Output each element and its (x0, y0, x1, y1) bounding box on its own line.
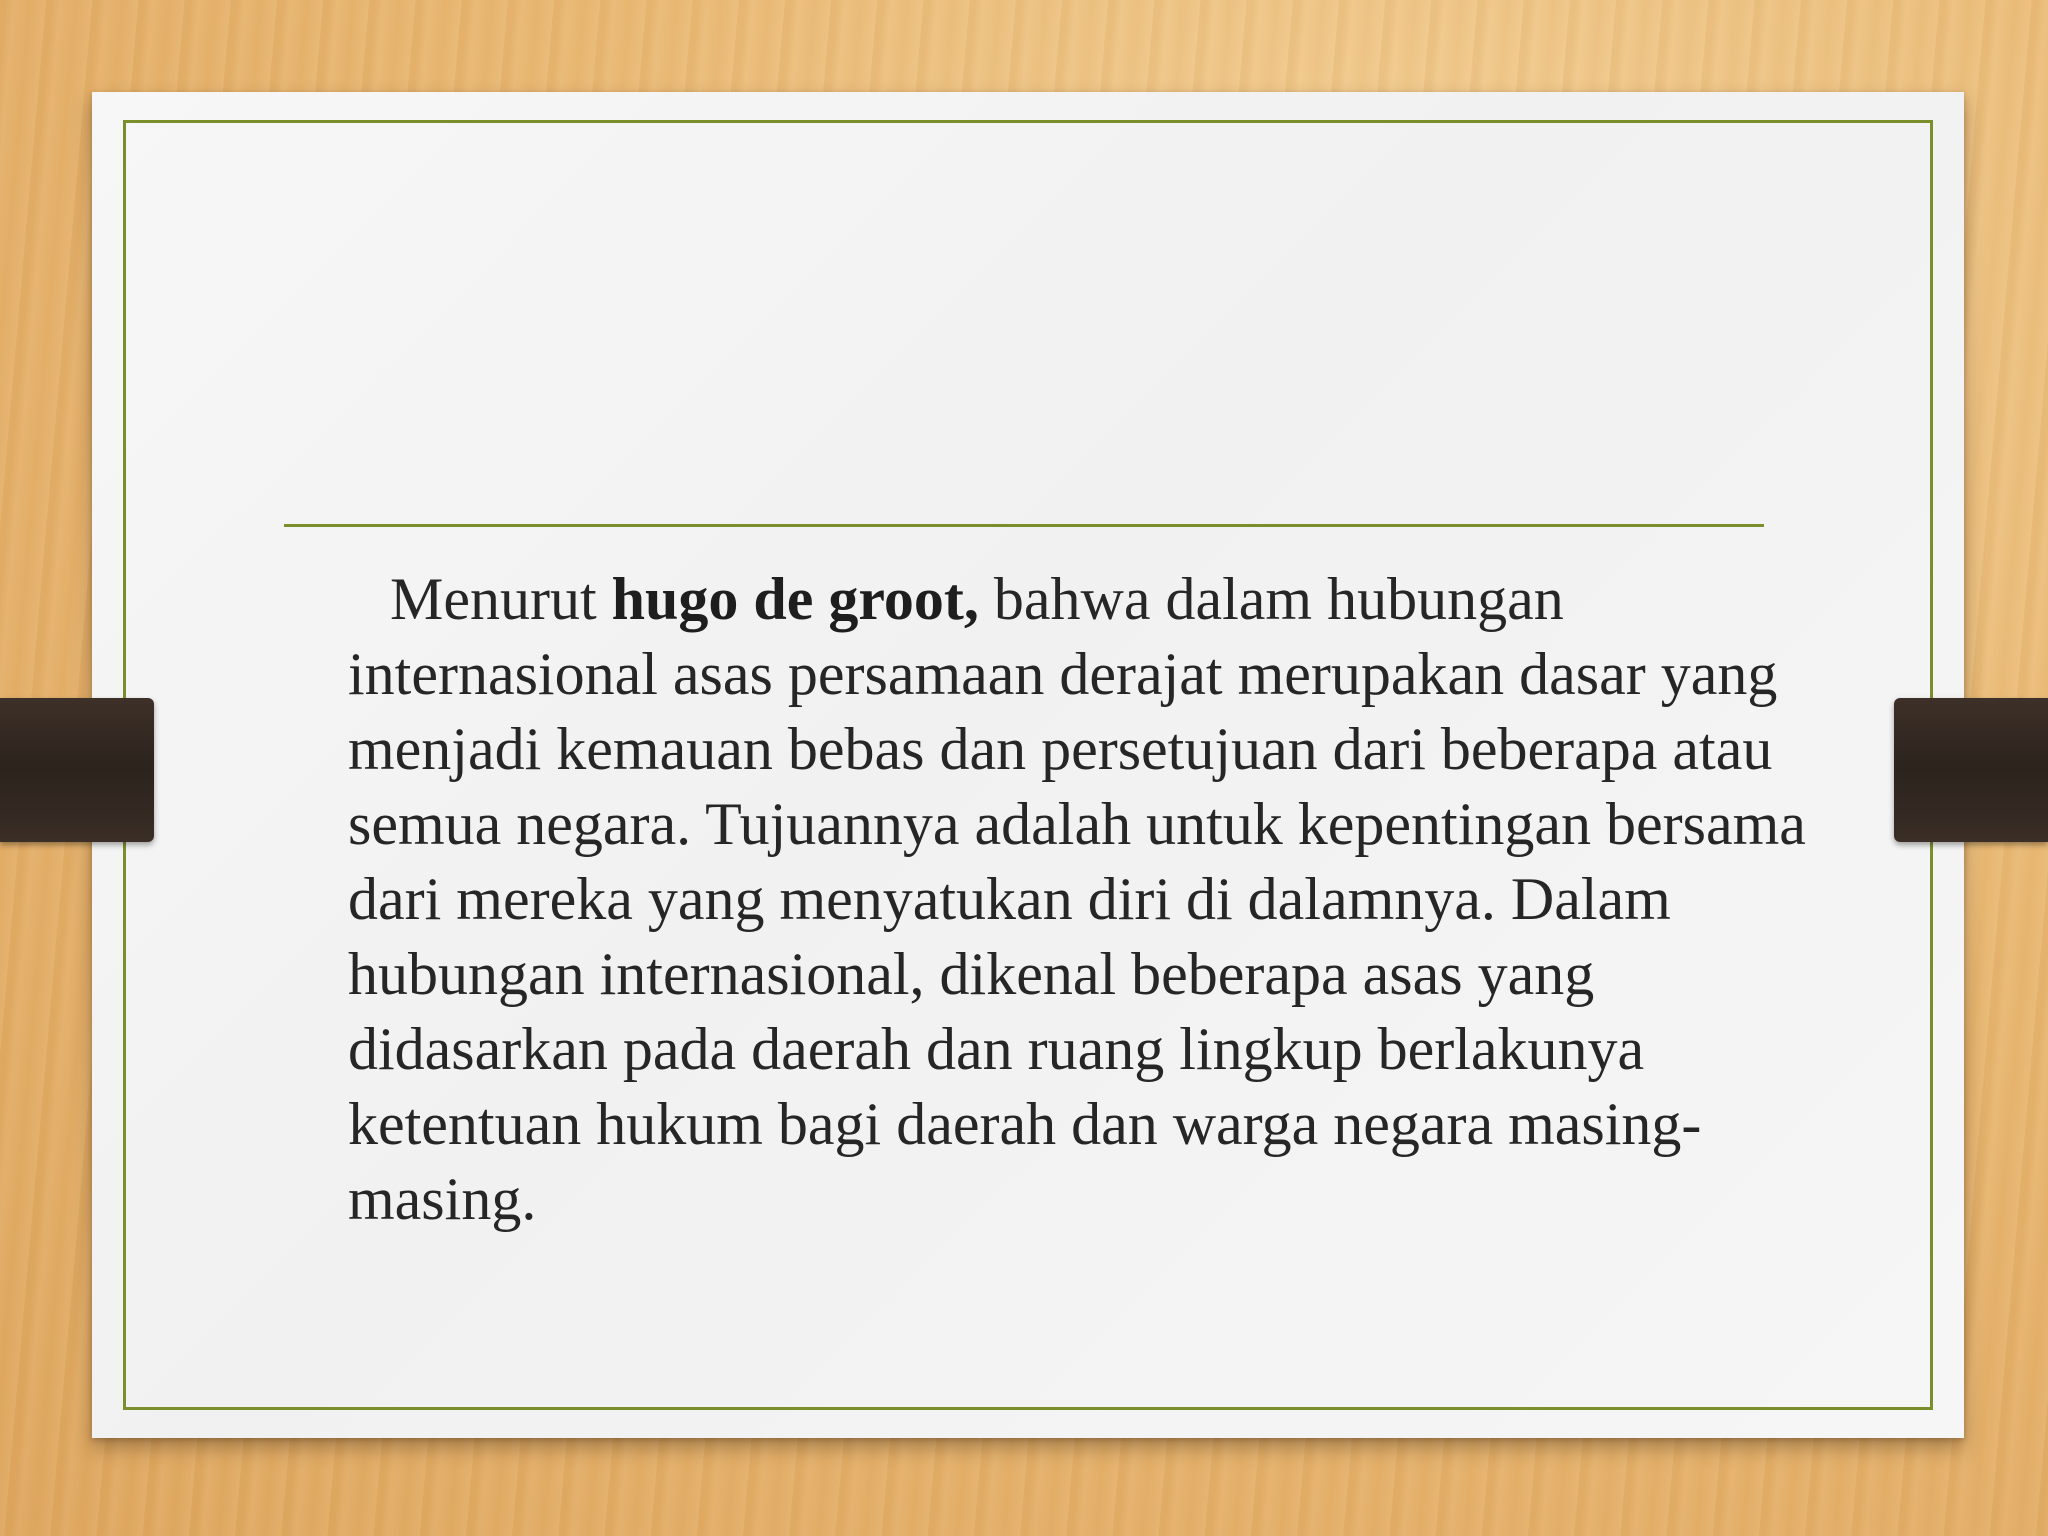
title-divider-line (284, 524, 1764, 527)
paragraph-intro: Menurut (390, 566, 612, 632)
left-binder-clip (0, 698, 154, 842)
paragraph-rest: bahwa dalam hubungan internasional asas persamaan derajat merupakan dasar yang menjadi kemauan bebas dan persetujuan dari beberapa atau semua negara. Tujuannya adalah untuk kepentingan bersama dari mereka yang menyatukan diri di dalamnya. Dalam hubungan internasional, dikenal beberapa asas yang didasarkan pada daerah dan ruang lingkup berlakunya ketentuan hukum bagi daerah dan warga negara masing-masing. (348, 566, 1806, 1232)
slide-card (92, 92, 1964, 1438)
paragraph-bold-name: hugo de groot, (611, 566, 979, 632)
slide-body-paragraph (348, 562, 1848, 1237)
right-binder-clip (1894, 698, 2048, 842)
